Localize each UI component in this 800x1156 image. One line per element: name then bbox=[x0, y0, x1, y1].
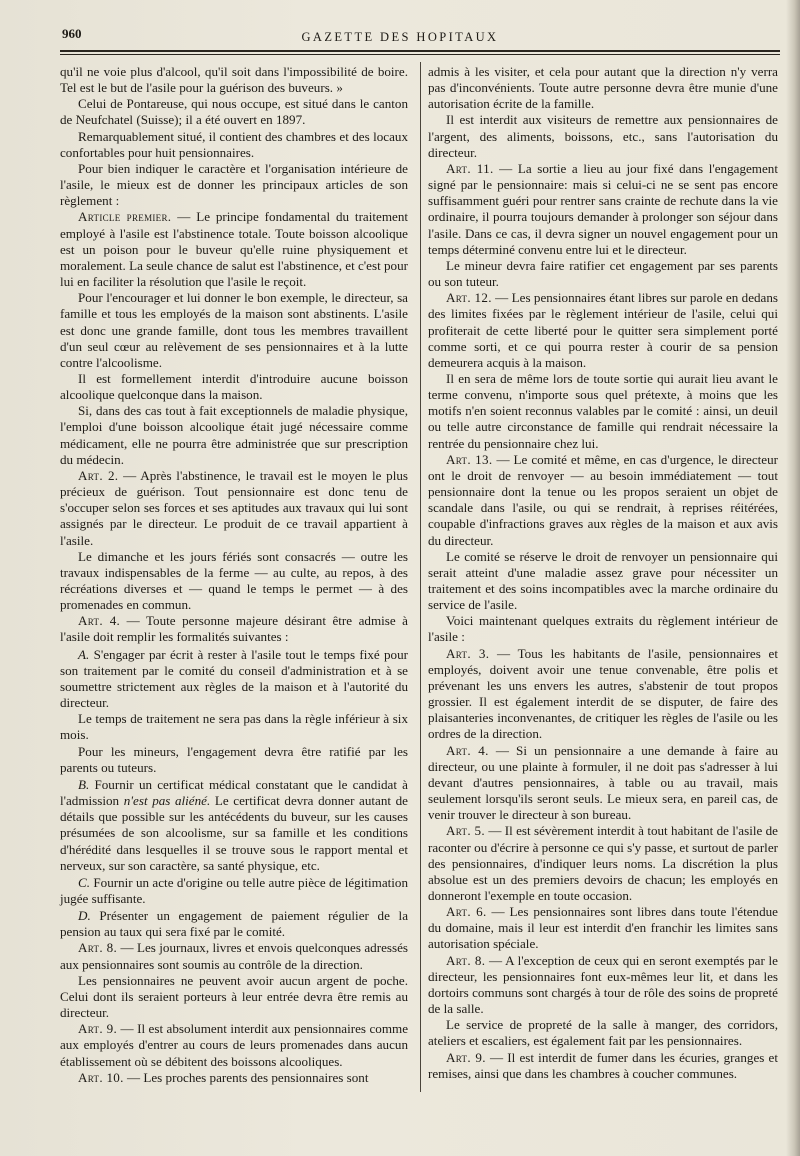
paragraph: Le comité se réserve le droit de renvoyer un pensionnaire qui serait atteint d'une maladie assez grave pour nécessiter un traitement et des soins incompatibles avec la marche ordinaire du service de l'asile. bbox=[428, 548, 778, 613]
paragraph: Remarquablement situé, il contient des chambres et des locaux confortables pour huit pensionnaires. bbox=[60, 128, 408, 160]
item-emphasis: n'est pas aliéné. bbox=[123, 793, 211, 809]
article-label: Art. 4. bbox=[78, 613, 121, 629]
article-text: — Il est sévèrement interdit à tout habitant de l'asile de raconter ou d'écrire à personne ce qui s'y passe, et surtout de parler des pensionnaires, d'indiquer leurs noms. La discrétion la plus absolue est un des premiers devoirs de chacun; les employés en donneront l'exemple en toute occasion. bbox=[428, 823, 778, 903]
article-paragraph bbox=[428, 743, 778, 824]
article-text: — Les journaux, livres et envois quelconques adressés aux pensionnaires sont soumis au contrôle de la direction. bbox=[60, 940, 408, 972]
article-paragraph bbox=[428, 290, 778, 371]
right-column bbox=[428, 64, 778, 1082]
paragraph-continued: admis à les visiter, et cela pour autant que la direction n'y verra pas d'inconvénients. Toute autre personne devra être munie d'une autorisation écrite de la famille. bbox=[428, 64, 778, 112]
article-text: — Il est absolument interdit aux pensionnaires comme aux employés d'entrer au cours de leurs promenades dans aucun établissement où se débitent des boissons alcooliques. bbox=[60, 1021, 409, 1069]
article-text: — Il est interdit de fumer dans les écuries, granges et remises, ainsi que dans les chambres à coucher communes. bbox=[428, 1049, 778, 1081]
article-paragraph bbox=[60, 613, 408, 645]
item-text: Fournir un certificat médical constatant que le candidat à l'admission bbox=[60, 776, 408, 809]
item-text: Fournir un acte d'origine ou telle autre pièce de légitimation jugée suffisante. bbox=[60, 874, 408, 906]
article-label: Art. 9. bbox=[78, 1021, 118, 1037]
paragraph: Le dimanche et les jours fériés sont consacrés — outre les travaux indispensables de la ferme — au culte, au repos, à des récréations diverses et — quand le temps le permet — à des promenades en commun. bbox=[60, 548, 408, 613]
article-paragraph bbox=[428, 953, 778, 1018]
item-letter: C. bbox=[78, 874, 91, 890]
list-item bbox=[60, 908, 408, 940]
article-paragraph bbox=[60, 1021, 408, 1069]
item-text: Le certificat devra donner autant de détails que possible sur les antécédents du buveur, sur les causes présumées de son alcoolisme, sur sa famille et les conditions d'hérédité dans lesquelles il se trouve sous le rapport mental et nerveux, sur son caractère, sa santé physique, etc. bbox=[60, 793, 408, 873]
item-letter: B. bbox=[78, 776, 90, 792]
article-paragraph bbox=[428, 646, 778, 743]
article-text: — Les proches parents des pensionnaires sont bbox=[123, 1069, 369, 1085]
article-text: — La sortie a lieu au jour fixé dans l'engagement signé par le pensionnaire: mais si celui-ci ne se sent pas encore suffisamment guéri pour rentrer sans crainte de rechute dans la vie ordinaire, il pourra toujours demander à prolonger son séjour dans l'asile. Dans ce cas, il devra signer un nouvel engagement pour un temps déterminé convenu entre lui et le directeur. bbox=[428, 160, 778, 257]
article-paragraph bbox=[60, 209, 408, 290]
page-edge-shadow bbox=[786, 0, 800, 1156]
list-item bbox=[60, 777, 408, 874]
paragraph: Il en sera de même lors de toute sortie qui aurait lieu avant le terme convenu, n'importe sous quel prétexte, à moins que les motifs n'en soient reconnus valables par le comité : ainsi, un deuil ou telle autre circonstance de famille qui rendrait nécessaire la rentrée du pensionnaire chez lui. bbox=[428, 370, 778, 451]
list-item bbox=[60, 875, 408, 907]
article-text: — Les pensionnaires étant libres sur parole en dedans des limites fixées par le règlement intérieur de l'asile, celui qui profiterait de cette liberté pour le quitter sera simplement porté comme sorti, et ce qui pourra rester à courir de sa pension demeurera acquis à la maison. bbox=[428, 290, 779, 370]
running-title: GAZETTE DES HOPITAUX bbox=[301, 30, 499, 44]
article-text: — Le comité et même, en cas d'urgence, le directeur ont le droit de renvoyer — au besoin immédiatement — tout pensionnaire dont la tenue ou les propos seraient un objet de scandale dans l'asile, ou qui se rendrait, à reprises réitérées, coupable d'infractions graves aux règles de la maison et aux avis du directeur. bbox=[428, 451, 778, 548]
article-label: Art. 10. bbox=[78, 1069, 124, 1085]
paragraph: Le service de propreté de la salle à manger, des corridors, ateliers et escaliers, est également fait par les pensionnaires. bbox=[428, 1017, 778, 1049]
article-paragraph bbox=[428, 823, 778, 904]
article-label: Art. 2. bbox=[78, 467, 119, 483]
article-text: — Toute personne majeure désirant être admise à l'asile doit remplir les formalités suivantes : bbox=[60, 613, 408, 645]
article-paragraph bbox=[428, 904, 778, 952]
item-letter: D. bbox=[78, 908, 91, 924]
article-text: — A l'exception de ceux qui en seront exemptés par le directeur, les pensionnaires font eux-mêmes leur lit, et dans les dortoirs communs sont chargés à tour de rôle des soins de propreté de la salle. bbox=[428, 952, 778, 1017]
article-text: — Après l'abstinence, le travail est le moyen le plus précieux de guérison. Tout pensionnaire est donc tenu de s'occuper selon ses forces et ses aptitudes aux travaux qui lui sont assignés par le directeur. Le produit de ce travail appartient à l'asile. bbox=[60, 467, 408, 548]
article-text: — Tous les habitants de l'asile, pensionnaires et employés, doivent avoir une tenue convenable, être polis et prévenant les uns envers les autres, s'abstenir de tout propos grossier. Il est également interdit de se disputer, de faire des plaisanteries inconvenantes, de critiquer les règles de l'asile ou les ordres de la direction. bbox=[428, 645, 778, 742]
paragraph: Celui de Pontareuse, qui nous occupe, est situé dans le canton de Neufchatel (Suisse); il a été ouvert en 1897. bbox=[60, 96, 408, 128]
article-paragraph bbox=[428, 452, 778, 549]
paragraph: Pour l'encourager et lui donner le bon exemple, le directeur, sa famille et tous les employés de la maison sont abstinents. L'asile est donc une grande famille, dont tous les membres travaillent d'un seul cœur au relèvement de ses pensionnaires et à la lutte contre l'alcoolisme. bbox=[60, 290, 408, 370]
article-paragraph bbox=[428, 1050, 778, 1082]
article-label: Art. 6. bbox=[446, 904, 487, 920]
paragraph: Le temps de traitement ne sera pas dans la règle inférieur à six mois. bbox=[60, 711, 408, 743]
article-label: Art. 12. bbox=[446, 290, 492, 306]
list-item bbox=[60, 647, 408, 712]
paragraph-continued: qu'il ne voie plus d'alcool, qu'il soit dans l'impossibilité de boire. Tel est le but de l'asile pour la guérison des buveurs. » bbox=[60, 64, 408, 96]
header-rule-thin bbox=[60, 54, 780, 55]
article-text: — Le principe fondamental du traitement employé à l'asile est l'abstinence totale. Toute boisson alcoolique est un poison pour le buveur qu'elle ruine physiquement et moralement. La seule chance de salut est l'abstinence, et c'est pour lui en faciliter la résolution que l'asile le reçoit. bbox=[60, 209, 409, 290]
article-label: Art. 5. bbox=[446, 823, 485, 839]
paragraph: Pour bien indiquer le caractère et l'organisation intérieure de l'asile, le mieux est de donner les principaux articles de son règlement : bbox=[60, 160, 408, 209]
header-rule-thick bbox=[60, 50, 780, 52]
paragraph: Le mineur devra faire ratifier cet engagement par ses parents ou son tuteur. bbox=[428, 257, 778, 290]
article-paragraph bbox=[60, 1070, 408, 1086]
article-label: Art. 8. bbox=[446, 952, 486, 968]
article-paragraph bbox=[60, 940, 408, 972]
left-column bbox=[60, 64, 408, 1086]
page-number: 960 bbox=[62, 26, 82, 41]
article-paragraph bbox=[60, 468, 408, 549]
article-text: — Si un pensionnaire a une demande à faire au directeur, ou une plainte à formuler, il ne doit pas s'adresser à lui devant d'autres pensionnaires, à table ou au travail, mais seulement lorsqu'ils seront seuls. Le mieux sera, en pareil cas, de venir trouver le directeur à son bureau. bbox=[428, 742, 779, 823]
article-label: Art. 8. bbox=[78, 940, 118, 956]
article-label: Art. 3. bbox=[446, 645, 490, 661]
item-text: Présenter un engagement de paiement régulier de la pension au taux qui sera fixé par le comité. bbox=[60, 908, 408, 940]
article-label: Art. 11. bbox=[446, 160, 494, 176]
column-divider bbox=[420, 62, 421, 1092]
paragraph: Il est formellement interdit d'introduire aucune boisson alcoolique quelconque dans la maison. bbox=[60, 370, 408, 403]
paragraph: Voici maintenant quelques extraits du règlement intérieur de l'asile : bbox=[428, 613, 778, 645]
paragraph: Il est interdit aux visiteurs de remettre aux pensionnaires de l'argent, des aliments, boissons, etc., sans l'autorisation du directeur. bbox=[428, 112, 778, 160]
item-letter: A. bbox=[78, 646, 90, 662]
article-text: — Les pensionnaires sont libres dans toute l'étendue du domaine, mais il leur est interdit d'en franchir les limites sans autorisation spéciale. bbox=[428, 904, 778, 952]
article-label: Art. 4. bbox=[446, 742, 489, 758]
item-text: S'engager par écrit à rester à l'asile tout le temps fixé pour son traitement par le comité du conseil d'administration et à se soumettre strictement aux règles de la maison et à l'autorité du directeur. bbox=[60, 646, 408, 711]
article-label: Art. 9. bbox=[446, 1049, 486, 1065]
article-paragraph bbox=[428, 161, 778, 258]
paragraph: Si, dans des cas tout à fait exceptionnels de maladie physique, l'emploi d'une boisson alcoolique était jugé nécessaire comme médicament, elle ne pourra être administrée que sur prescription du médecin. bbox=[60, 403, 408, 467]
paragraph: Les pensionnaires ne peuvent avoir aucun argent de poche. Celui dont ils seraient porteurs à leur entrée devra être remis au directeur. bbox=[60, 972, 408, 1021]
paragraph: Pour les mineurs, l'engagement devra être ratifié par les parents ou tuteurs. bbox=[60, 743, 408, 775]
article-label: Article premier. bbox=[78, 209, 172, 225]
article-label: Art. 13. bbox=[446, 451, 493, 467]
